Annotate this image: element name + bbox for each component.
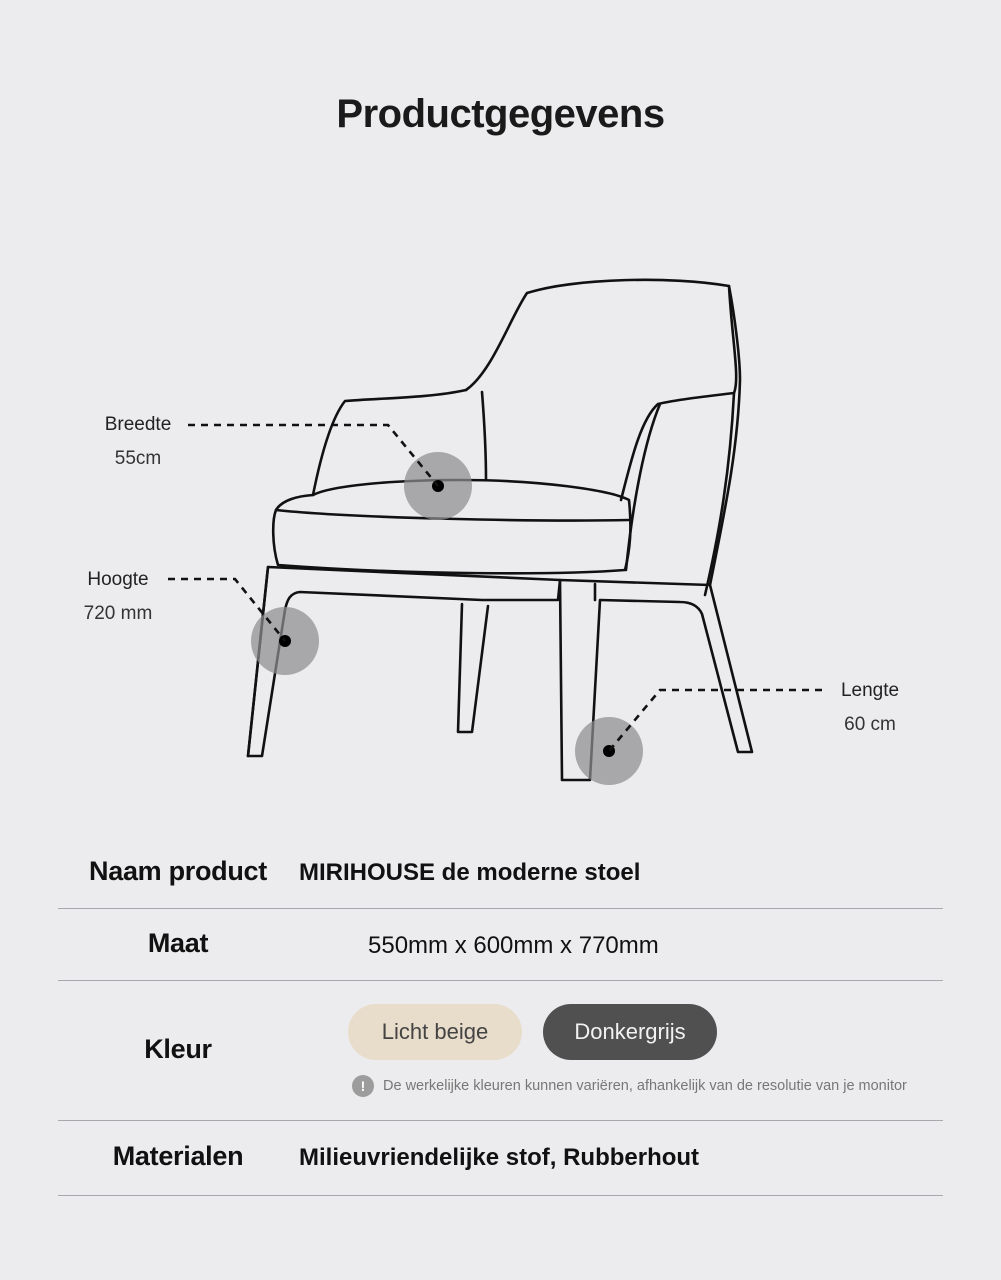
dimension-hoogte xyxy=(68,569,168,625)
color-note-text: De werkelijke kleuren kunnen variëren, afhankelijk van de resolutie van je monitor xyxy=(383,1078,907,1094)
callout-breedte xyxy=(188,425,472,520)
dimension-lengte-label: Lengte xyxy=(840,680,900,701)
chair-back-outline xyxy=(466,280,740,585)
callout-lengte xyxy=(575,690,822,785)
exclamation-icon: ! xyxy=(352,1075,374,1097)
dimension-hoogte-label: Hoogte xyxy=(87,569,149,590)
color-option-licht-beige[interactable]: Licht beige xyxy=(348,1004,522,1060)
dimension-breedte-value: 55cm xyxy=(114,448,162,469)
dimension-breedte xyxy=(88,414,188,470)
spec-name-label: Naam product xyxy=(89,856,267,886)
page-title: Productgegevens xyxy=(336,92,665,136)
chair-right-arm xyxy=(705,393,734,595)
color-note xyxy=(352,1075,907,1097)
spec-materials-label: Materialen xyxy=(112,1141,244,1171)
spec-materials-value: Milieuvriendelijke stof, Rubberhout xyxy=(299,1144,700,1171)
dimension-lengte xyxy=(820,680,920,736)
dimension-lengte-value: 60 cm xyxy=(844,714,896,735)
divider xyxy=(58,1195,943,1196)
chair-back-leg xyxy=(458,604,488,732)
dimension-breedte-label: Breedte xyxy=(104,414,172,435)
color-option-donkergrijs[interactable]: Donkergrijs xyxy=(543,1004,717,1060)
divider xyxy=(58,908,943,909)
chair-inner-back xyxy=(621,286,736,500)
dimension-hoogte-value: 720 mm xyxy=(83,603,153,624)
spec-color-label: Kleur xyxy=(144,1034,212,1064)
spec-size-value: 550mm x 600mm x 770mm xyxy=(368,932,659,959)
spec-size-label: Maat xyxy=(147,928,209,958)
spec-name-value: MIRIHOUSE de moderne stoel xyxy=(299,859,641,886)
divider xyxy=(58,980,943,981)
divider xyxy=(58,1120,943,1121)
